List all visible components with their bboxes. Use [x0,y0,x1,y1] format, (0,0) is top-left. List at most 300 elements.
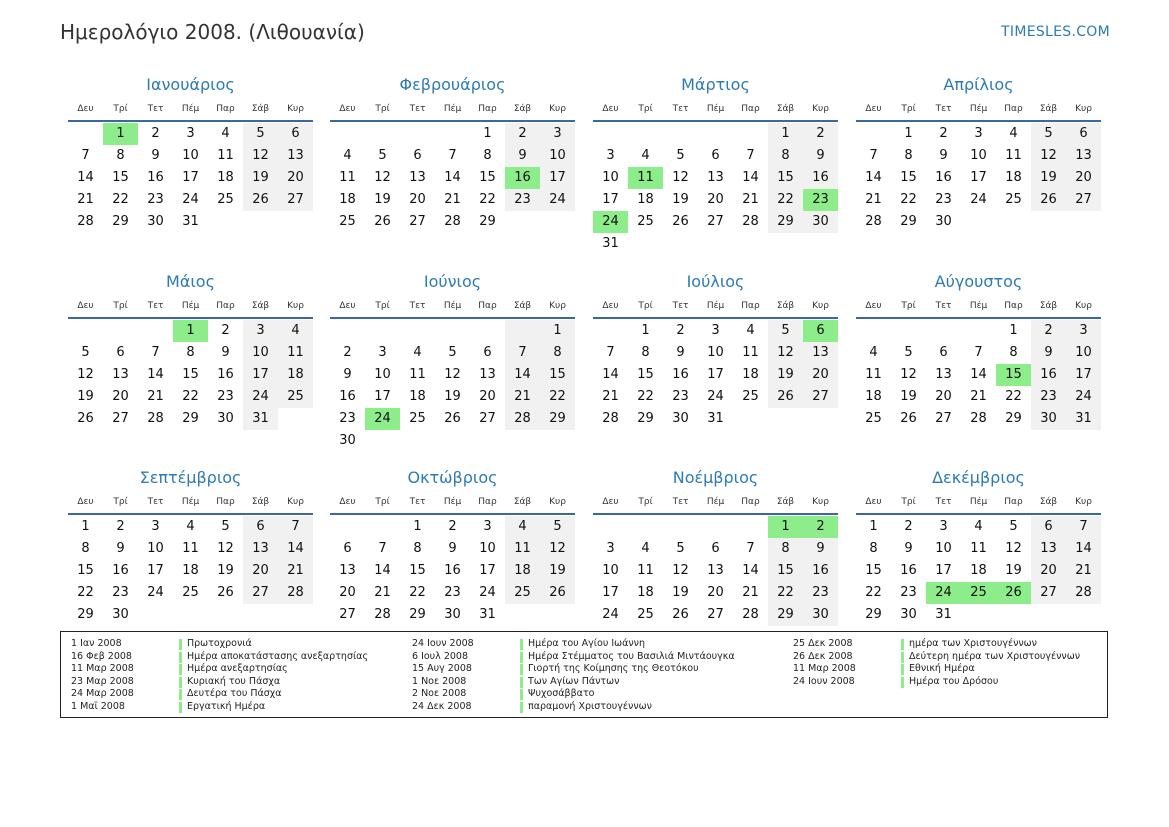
day-cell: 20 [112,389,129,404]
day-cell: 6 [1031,516,1066,538]
day-cell: 17 [935,563,952,578]
day-cell: 9 [221,345,230,360]
month-name: Απρίλιος [943,75,1014,94]
empty-day-cell [208,604,243,626]
weekday-label: Πέμ [181,104,200,114]
day-cell: 26 [672,214,689,229]
day-cell: 12 [900,367,917,382]
month-name: Μάιος [166,272,215,291]
day-cell: 2 [1031,320,1066,342]
day-cell: 30 [217,411,234,426]
day-cell: 1 [413,519,422,534]
day-cell: 20 [278,167,313,189]
day-cell: 6 [711,541,720,556]
day-cell: 26 [77,411,94,426]
day-cell: 15 [77,563,94,578]
weekday-label: Τρί [638,497,653,507]
day-cell: 31 [935,607,952,622]
day-cell: 25 [637,214,654,229]
weekday-label: Τετ [147,497,164,507]
day-cell: 15 [540,364,575,386]
day-cell: 6 [413,148,422,163]
legend-holiday-name: Ψυχοσάββατο [528,688,595,699]
legend-item [412,688,735,701]
weekday-label: Πέμ [969,104,988,114]
weekday-label: Σάβ [513,497,532,507]
day-cell: 16 [112,563,129,578]
legend-item [412,676,735,689]
legend-item [71,701,368,714]
day-cell: 27 [339,607,356,622]
day-cell: 31 [602,236,619,251]
day-cell: 12 [243,145,278,167]
empty-day-cell [1066,211,1101,233]
day-cell: 7 [869,148,878,163]
day-cell: 16 [672,367,689,382]
day-cell: 20 [339,585,356,600]
day-cell: 18 [970,563,987,578]
weekday-label: Τρί [638,104,653,114]
day-cell: 3 [1066,320,1101,342]
day-cell: 12 [1031,145,1066,167]
day-cell: 14 [77,170,94,185]
day-cell: 29 [768,604,803,626]
day-cell: 29 [409,607,426,622]
empty-day-cell [1031,211,1066,233]
day-cell: 12 [672,170,689,185]
day-cell: 26 [900,411,917,426]
weekday-label: Τετ [409,301,426,311]
weekday-label: Κυρ [549,301,566,311]
day-cell: 12 [672,563,689,578]
day-cell: 11 [865,367,882,382]
day-cell: 10 [182,148,199,163]
weekday-label: Πέμ [706,497,725,507]
day-cell: 21 [1066,560,1101,582]
day-cell: 5 [768,320,803,342]
empty-day-cell [365,320,400,342]
holiday-marker-icon [520,639,523,650]
day-cell: 10 [707,345,724,360]
day-cell: 22 [77,585,94,600]
weekday-label: Σάβ [776,104,795,114]
weekday-label: Παρ [1004,301,1023,311]
weekday-header [856,295,1101,319]
day-cell: 23 [803,189,838,211]
page-title: Ημερολόγιο 2008. (Λιθουανία) [60,20,365,44]
day-cell: 13 [1031,538,1066,560]
weekday-label: Κυρ [287,497,304,507]
day-cell: 27 [278,189,313,211]
weekday-label: Τρί [638,301,653,311]
empty-day-cell [628,123,663,145]
day-cell: 25 [182,585,199,600]
empty-day-cell [891,320,926,342]
day-cell: 12 [444,367,461,382]
day-cell: 10 [479,541,496,556]
weekday-label: Κυρ [1075,497,1092,507]
day-cell: 11 [278,342,313,364]
weekday-label: Σάβ [513,104,532,114]
legend-date: 1 Νοε 2008 [412,675,467,687]
day-grid [593,320,838,430]
day-cell: 11 [182,541,199,556]
empty-day-cell [663,516,698,538]
day-cell: 6 [116,345,125,360]
weekday-label: Τετ [147,104,164,114]
day-cell: 22 [637,389,654,404]
day-cell: 25 [409,411,426,426]
day-cell: 23 [339,411,356,426]
day-cell: 2 [343,345,352,360]
empty-day-cell [330,516,365,538]
empty-day-cell [68,320,103,342]
day-cell: 27 [707,607,724,622]
day-cell: 28 [1066,582,1101,604]
day-cell: 22 [768,582,803,604]
day-cell: 24 [147,585,164,600]
legend-holiday-name: Ημέρα ανεξαρτησίας [187,663,288,674]
weekday-label: Κυρ [549,497,566,507]
day-cell: 28 [374,607,391,622]
weekday-label: Τρί [113,104,128,114]
day-cell: 27 [803,386,838,408]
empty-day-cell [628,516,663,538]
day-cell: 11 [1005,148,1022,163]
day-cell: 22 [479,192,496,207]
day-cell: 15 [637,367,654,382]
day-cell: 23 [803,582,838,604]
day-cell: 4 [278,320,313,342]
day-cell: 23 [935,192,952,207]
day-cell: 27 [707,214,724,229]
day-cell: 3 [483,519,492,534]
day-cell: 20 [1031,560,1066,582]
day-cell: 8 [641,345,650,360]
weekday-header [68,98,313,122]
empty-day-cell [365,430,400,452]
legend-holiday-name: Πρωτοχρονιά [187,638,252,649]
day-cell: 21 [970,389,987,404]
day-cell: 9 [904,541,913,556]
empty-day-cell [926,320,961,342]
day-grid [856,123,1101,233]
day-cell: 7 [378,541,387,556]
legend-holiday-name: Εθνική Ημέρα [909,663,975,674]
day-cell: 1 [641,323,650,338]
weekday-header [593,491,838,515]
legend-holiday-name: Γιορτή της Κοίμησης της Θεοτόκου [528,663,699,674]
day-cell: 7 [1066,516,1101,538]
empty-day-cell [208,211,243,233]
month-name: Οκτώβριος [407,468,498,487]
weekday-label: Παρ [216,301,235,311]
month-name: Αύγουστος [934,272,1023,291]
day-cell: 1 [1009,323,1018,338]
day-grid [68,320,313,430]
day-cell: 6 [803,320,838,342]
month-block [330,72,575,233]
day-cell: 23 [217,389,234,404]
day-cell: 30 [112,607,129,622]
legend-date: 6 Ιουλ 2008 [412,650,468,662]
day-cell: 5 [81,345,90,360]
day-cell: 23 [505,189,540,211]
day-cell: 26 [374,214,391,229]
day-cell: 28 [602,411,619,426]
day-cell: 5 [540,516,575,538]
month-block [330,269,575,452]
day-cell: 2 [151,126,160,141]
day-cell: 19 [243,167,278,189]
legend-item [793,651,1080,664]
holiday-marker-icon [520,702,523,713]
day-cell: 4 [505,516,540,538]
weekday-label: Παρ [741,104,760,114]
day-cell: 30 [147,214,164,229]
day-cell: 10 [147,541,164,556]
day-cell: 25 [865,411,882,426]
day-cell: 17 [970,170,987,185]
empty-day-cell [733,233,768,255]
day-cell: 20 [935,389,952,404]
day-cell: 10 [935,541,952,556]
day-cell: 15 [112,170,129,185]
weekday-label: Δευ [865,104,882,114]
weekday-label: Παρ [216,104,235,114]
day-cell: 3 [974,126,983,141]
day-cell: 24 [926,582,961,604]
day-cell: 30 [1031,408,1066,430]
holiday-marker-icon [520,689,523,700]
day-cell: 17 [147,563,164,578]
legend-date: 11 Μαρ 2008 [793,663,856,674]
day-cell: 2 [676,323,685,338]
empty-day-cell [803,408,838,430]
weekday-label: Τρί [375,497,390,507]
weekday-label: Κυρ [812,301,829,311]
empty-day-cell [505,430,540,452]
empty-day-cell [856,123,891,145]
day-cell: 5 [243,123,278,145]
weekday-header [856,491,1101,515]
day-cell: 18 [1005,170,1022,185]
day-cell: 25 [637,607,654,622]
empty-day-cell [593,123,628,145]
day-cell: 23 [147,192,164,207]
day-cell: 11 [742,345,759,360]
day-cell: 6 [1066,123,1101,145]
day-cell: 3 [606,541,615,556]
day-cell: 15 [996,364,1031,386]
legend-holiday-name: Ημέρα αποκατάστασης ανεξαρτησίας [187,650,369,662]
day-cell: 18 [637,192,654,207]
holiday-marker-icon [179,677,182,688]
weekday-label: Σάβ [251,301,270,311]
day-cell: 29 [112,214,129,229]
day-cell: 9 [116,541,125,556]
day-cell: 21 [602,389,619,404]
day-cell: 1 [869,519,878,534]
day-cell: 31 [479,607,496,622]
day-cell: 9 [803,538,838,560]
day-cell: 9 [939,148,948,163]
day-cell: 2 [904,519,913,534]
day-cell: 17 [602,192,619,207]
empty-day-cell [628,233,663,255]
day-cell: 22 [865,585,882,600]
day-cell: 20 [707,585,724,600]
day-cell: 31 [707,411,724,426]
weekday-label: Δευ [865,301,882,311]
day-cell: 6 [243,516,278,538]
day-cell: 7 [151,345,160,360]
weekday-label: Τετ [672,301,689,311]
month-name: Σεπτέμβριος [139,468,242,487]
empty-day-cell [365,123,400,145]
weekday-label: Σάβ [251,497,270,507]
holiday-marker-icon [179,639,182,650]
empty-day-cell [996,604,1031,626]
empty-day-cell [330,320,365,342]
month-block [856,465,1101,626]
weekday-label: Πέμ [443,301,462,311]
empty-day-cell [505,604,540,626]
day-cell: 28 [742,607,759,622]
day-cell: 11 [637,563,654,578]
weekday-label: Κυρ [812,497,829,507]
empty-day-cell [593,320,628,342]
day-cell: 1 [173,320,208,342]
day-cell: 9 [1031,342,1066,364]
legend-holiday-name: ημέρα των Χριστουγέννων [909,638,1037,649]
day-cell: 16 [803,560,838,582]
weekday-header [330,98,575,122]
day-cell: 17 [540,167,575,189]
day-cell: 17 [1066,364,1101,386]
legend-holiday-name: Δευτέρα του Πάσχα [187,688,282,699]
day-cell: 17 [602,585,619,600]
holiday-marker-icon [520,677,523,688]
day-grid [856,320,1101,430]
day-cell: 25 [505,582,540,604]
empty-day-cell [278,211,313,233]
day-cell: 24 [540,189,575,211]
weekday-label: Πέμ [706,301,725,311]
day-cell: 21 [374,585,391,600]
day-cell: 28 [77,214,94,229]
weekday-label: Τρί [901,497,916,507]
weekday-label: Παρ [478,497,497,507]
day-cell: 7 [505,342,540,364]
weekday-label: Κυρ [1075,104,1092,114]
day-cell: 27 [1066,189,1101,211]
weekday-label: Τετ [147,301,164,311]
day-cell: 7 [81,148,90,163]
day-cell: 4 [641,541,650,556]
legend-column [793,638,1080,688]
day-cell: 22 [900,192,917,207]
weekday-label: Δευ [602,497,619,507]
legend-item [793,676,1080,689]
empty-day-cell [138,604,173,626]
day-cell: 29 [540,408,575,430]
day-cell: 5 [221,519,230,534]
weekday-label: Τρί [901,104,916,114]
day-cell: 10 [1066,342,1101,364]
day-cell: 8 [116,148,125,163]
weekday-header [593,98,838,122]
day-cell: 15 [479,170,496,185]
day-cell: 25 [961,582,996,604]
holiday-marker-icon [520,664,523,675]
day-cell: 28 [865,214,882,229]
day-cell: 21 [742,585,759,600]
day-cell: 28 [742,214,759,229]
weekday-label: Παρ [741,497,760,507]
weekday-label: Δευ [602,104,619,114]
day-cell: 13 [112,367,129,382]
day-cell: 15 [865,563,882,578]
weekday-header [330,491,575,515]
weekday-label: Παρ [478,104,497,114]
day-cell: 14 [602,367,619,382]
day-cell: 25 [742,389,759,404]
day-grid [330,123,575,233]
day-cell: 5 [1009,519,1018,534]
month-block [593,72,838,255]
day-cell: 19 [672,192,689,207]
weekday-label: Τετ [409,104,426,114]
day-cell: 22 [112,192,129,207]
day-cell: 26 [672,607,689,622]
month-block [856,72,1101,233]
day-cell: 6 [483,345,492,360]
day-cell: 14 [278,538,313,560]
day-cell: 12 [77,367,94,382]
day-cell: 9 [151,148,160,163]
legend-date: 24 Ιουν 2008 [793,675,855,687]
weekday-label: Τρί [375,104,390,114]
day-cell: 27 [112,411,129,426]
weekday-header [68,295,313,319]
legend-holiday-name: Ημέρα του Αγίου Ιωάννη [528,638,646,649]
day-cell: 24 [593,211,628,233]
day-cell: 9 [505,145,540,167]
day-cell: 16 [444,563,461,578]
day-cell: 25 [339,214,356,229]
weekday-header [593,295,838,319]
day-cell: 18 [865,389,882,404]
weekday-label: Πέμ [969,301,988,311]
day-cell: 30 [900,607,917,622]
day-grid [68,123,313,233]
legend-date: 2 Νοε 2008 [412,688,467,699]
day-cell: 22 [1005,389,1022,404]
day-cell: 8 [483,148,492,163]
site-link[interactable]: TIMESLES.COM [1001,24,1110,40]
weekday-label: Τρί [901,301,916,311]
weekday-label: Τρί [113,497,128,507]
day-cell: 3 [243,320,278,342]
empty-day-cell [400,123,435,145]
legend-date: 23 Μαρ 2008 [71,675,134,687]
legend-date: 16 Φεβ 2008 [71,650,132,662]
empty-day-cell [768,233,803,255]
day-cell: 19 [540,560,575,582]
day-cell: 8 [768,145,803,167]
day-cell: 12 [217,541,234,556]
